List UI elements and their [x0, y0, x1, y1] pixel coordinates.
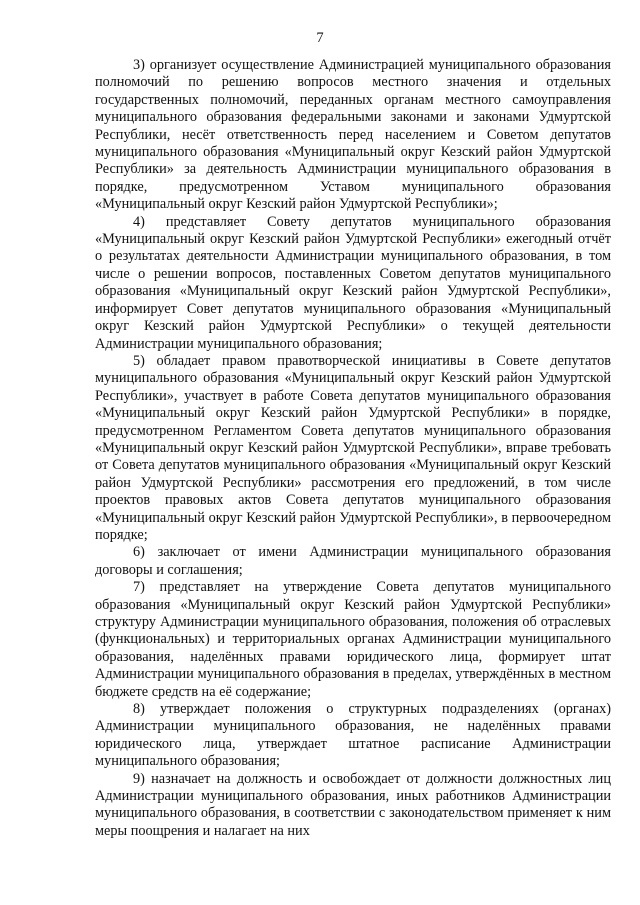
paragraph-item-5: 5) обладает правом правотворческой инициативы в Совете депутатов муниципального образования «Муниципальный округ Кезский район Удмуртской Республики», участвует в работе Совета депутатов муниципального образования «Муниципальный округ Кезский район Удмуртской Республики» в порядке, предусмотренном Регламентом Совета депутатов муниципального образования «Муниципальный округ Кезский район Удмуртской Республики», вправе требовать от Совета депутатов муниципального образования «Муниципальный округ Кезский район Удмуртской Республики» рассмотрения его предложений, в том числе проектов правовых актов Совета депутатов муниципального образования «Муниципальный округ Кезский район Удмуртской Республики», в первоочередном порядке; — [95, 352, 611, 543]
paragraph-item-7: 7) представляет на утверждение Совета депутатов муниципального образования «Муниципальный округ Кезский район Удмуртской Республики» структуру Администрации муниципального образования, положения об отраслевых (функциональных) и территориальных органах Администрации муниципального образования, наделённых правами юридического лица, формирует штат Администрации муниципального образования в пределах, утверждённых в местном бюджете средств на её содержание; — [95, 579, 611, 700]
paragraph-item-8: 8) утверждает положения о структурных подразделениях (органах) Администрации муниципального образования, не наделённых правами юридического лица, утверждает штатное расписание Администрации муниципального образования; — [95, 701, 611, 770]
paragraph-item-3: 3) организует осуществление Администрацией муниципального образования полномочий по решению вопросов местного значения и отдельных государственных полномочий, переданных органам местного самоуправления муниципального образования федеральными законами и законами Удмуртской Республики, несёт ответственность перед населением и Советом депутатов муниципального образования «Муниципальный округ Кезский район Удмуртской Республики» за деятельность Администрации муниципального образования в порядке, предусмотренном Уставом муниципального образования «Муниципальный округ Кезский район Удмуртской Республики»; — [95, 57, 611, 213]
paragraph-item-9: 9) назначает на должность и освобождает от должности должностных лиц Администрации муниципального образования, иных работников Администрации муниципального образования, в соответствии с законодательством применяет к ним меры поощрения и налагает на них — [95, 770, 611, 839]
document-body — [95, 57, 611, 840]
paragraph-item-4: 4) представляет Совету депутатов муниципального образования «Муниципальный округ Кезский район Удмуртской Республики» ежегодный отчёт о результатах деятельности Администрации муниципального образования, в том числе о решении вопросов, поставленных Советом депутатов муниципального образования «Муниципальный округ Кезский район Удмуртской Республики», информирует Совет депутатов муниципального образования «Муниципальный округ Кезский район Удмуртской Республики» о текущей деятельности Администрации муниципального образования; — [95, 213, 611, 352]
page-number: 7 — [316, 30, 324, 46]
paragraph-item-6: 6) заключает от имени Администрации муниципального образования договоры и соглашения; — [95, 544, 611, 578]
